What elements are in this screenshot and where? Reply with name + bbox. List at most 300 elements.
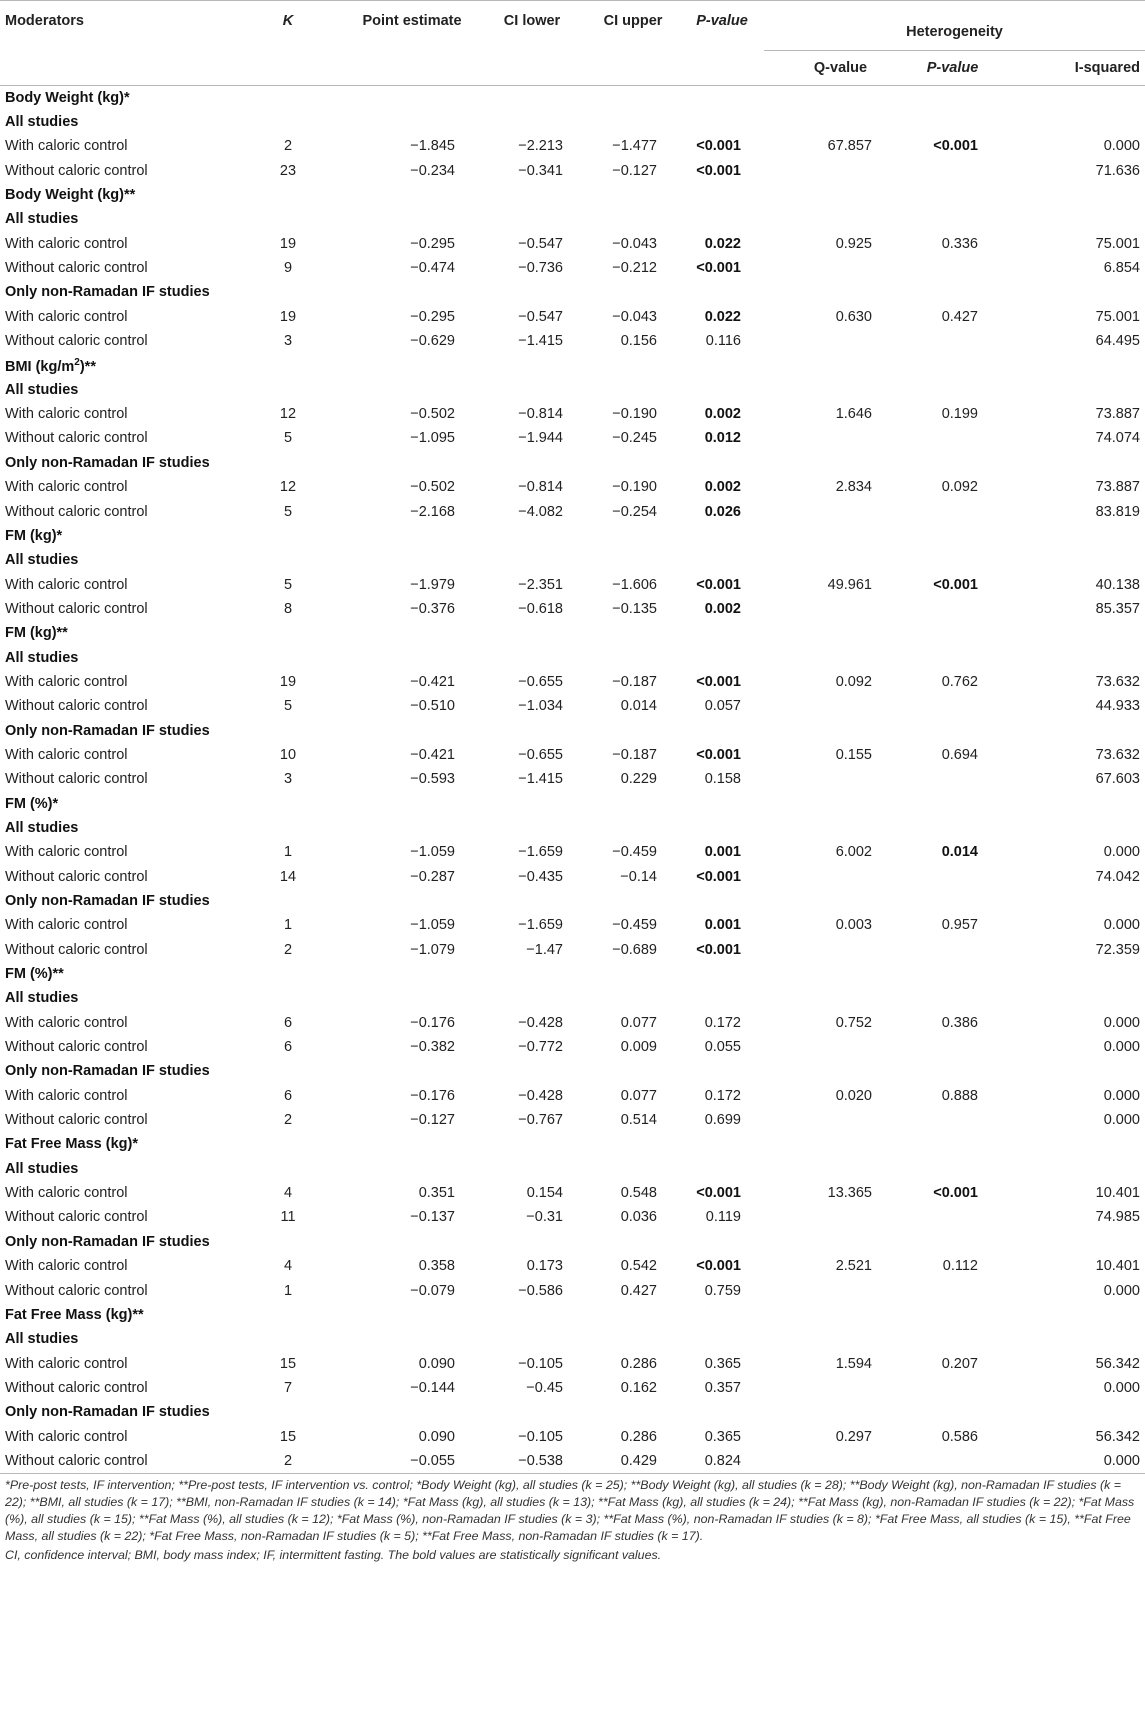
abbreviations-note: CI, confidence interval; BMI, body mass index; IF, intermittent fasting. The bold values are statistically significant values.	[5, 1548, 662, 1562]
row-label: With caloric control	[5, 406, 128, 423]
data-row	[0, 1108, 1145, 1132]
ci-lower-cell: −2.213	[518, 138, 563, 155]
header-row	[0, 1, 1145, 51]
i-squared-cell: 74.074	[1095, 430, 1140, 447]
subgroup-row	[0, 1059, 1145, 1083]
point-estimate-cell: −0.287	[410, 868, 455, 885]
ci-lower-cell: −0.586	[518, 1282, 563, 1299]
row-label: Without caloric control	[5, 941, 148, 958]
header-i-squared: I-squared	[1074, 60, 1140, 76]
ci-upper-cell: −1.606	[612, 576, 657, 593]
point-estimate-cell: −0.127	[410, 1112, 455, 1129]
data-row	[0, 767, 1145, 791]
i-squared-cell: 10.401	[1095, 1258, 1140, 1275]
ci-lower-cell: −0.814	[518, 479, 563, 496]
row-label: With caloric control	[5, 1258, 128, 1275]
ci-lower-cell: −0.618	[518, 600, 563, 617]
het-p-value-cell	[899, 1449, 1006, 1473]
ci-lower-cell: −1.659	[518, 844, 563, 861]
data-row	[0, 475, 1145, 499]
het-p-value-cell: 0.694	[941, 746, 978, 763]
row-label: With caloric control	[5, 1185, 128, 1202]
row-label: Without caloric control	[5, 868, 148, 885]
point-estimate-cell: −0.055	[410, 1452, 455, 1469]
p-value-cell: <0.001	[696, 260, 741, 277]
row-label: With caloric control	[5, 1087, 128, 1104]
het-p-value-cell: 0.092	[941, 479, 978, 496]
i-squared-cell: 0.000	[1103, 917, 1140, 934]
ci-upper-cell: 0.286	[620, 1428, 657, 1445]
ci-lower-cell: −0.547	[518, 235, 563, 252]
ci-lower-cell: −0.547	[518, 308, 563, 325]
het-p-value-cell	[899, 159, 1006, 183]
subgroup-label	[0, 1230, 1145, 1254]
q-value-cell	[764, 1376, 899, 1400]
p-value-cell: 0.357	[704, 1379, 741, 1396]
q-value-cell: 0.752	[835, 1014, 872, 1031]
ci-lower-cell: −0.772	[518, 1039, 563, 1056]
row-label: Without caloric control	[5, 260, 148, 277]
subgroup-row	[0, 548, 1145, 572]
subgroup-label	[0, 110, 1145, 134]
point-estimate-cell: −0.295	[410, 235, 455, 252]
p-value-cell: 0.012	[704, 430, 741, 447]
moderator-label	[0, 1303, 1145, 1327]
point-estimate-cell: 0.358	[418, 1258, 455, 1275]
row-label: With caloric control	[5, 479, 128, 496]
i-squared-cell: 0.000	[1103, 1282, 1140, 1299]
point-estimate-cell: −0.234	[410, 162, 455, 179]
i-squared-cell: 83.819	[1095, 503, 1140, 520]
label-text: Only non-Ramadan IF studies	[5, 722, 210, 739]
ci-lower-cell: −0.428	[518, 1087, 563, 1104]
p-value-cell: 0.002	[704, 600, 741, 617]
moderator-label	[0, 962, 1145, 986]
subgroup-row	[0, 816, 1145, 840]
i-squared-cell: 0.000	[1103, 1039, 1140, 1056]
data-row	[0, 1376, 1145, 1400]
i-squared-cell: 56.342	[1095, 1428, 1140, 1445]
subgroup-label	[0, 645, 1145, 669]
q-value-cell: 0.092	[835, 673, 872, 690]
data-row	[0, 1424, 1145, 1448]
data-row	[0, 402, 1145, 426]
ci-lower-cell: −1.415	[518, 771, 563, 788]
label-text: All studies	[5, 649, 79, 666]
label-text: Only non-Ramadan IF studies	[5, 1063, 210, 1080]
q-value-cell	[764, 938, 899, 962]
row-label: Without caloric control	[5, 1112, 148, 1129]
label-text: All studies	[5, 114, 79, 131]
het-p-value-cell: 0.199	[941, 406, 978, 423]
het-p-value-cell: 0.386	[941, 1014, 978, 1031]
k-cell: 3	[283, 333, 293, 350]
row-label: Without caloric control	[5, 1282, 148, 1299]
point-estimate-cell: −0.421	[410, 673, 455, 690]
row-label: Without caloric control	[5, 333, 148, 350]
data-row	[0, 694, 1145, 718]
i-squared-cell: 73.632	[1095, 673, 1140, 690]
q-value-cell: 0.003	[835, 917, 872, 934]
row-label: With caloric control	[5, 308, 128, 325]
i-squared-cell: 0.000	[1103, 138, 1140, 155]
label-text: All studies	[5, 990, 79, 1007]
moderator-label	[0, 183, 1145, 207]
table-body	[0, 86, 1145, 1474]
i-squared-cell: 0.000	[1103, 844, 1140, 861]
p-value-cell: <0.001	[696, 868, 741, 885]
het-p-value-cell: <0.001	[933, 1185, 978, 1202]
q-value-cell: 2.521	[835, 1258, 872, 1275]
ci-lower-cell: −4.082	[518, 503, 563, 520]
ci-upper-cell: −0.190	[612, 406, 657, 423]
point-estimate-cell: −1.095	[410, 430, 455, 447]
data-row	[0, 938, 1145, 962]
label-text: BMI (kg/m	[5, 358, 75, 375]
p-value-cell: 0.022	[704, 235, 741, 252]
data-row	[0, 1084, 1145, 1108]
point-estimate-cell: −0.593	[410, 771, 455, 788]
label-text: Only non-Ramadan IF studies	[5, 893, 210, 910]
p-value-cell: 0.116	[705, 333, 741, 350]
row-label: With caloric control	[5, 1428, 128, 1445]
point-estimate-cell: −0.502	[410, 479, 455, 496]
ci-upper-cell: −0.459	[612, 844, 657, 861]
q-value-cell	[764, 426, 899, 450]
subgroup-label	[0, 207, 1145, 231]
ci-lower-cell: −2.351	[518, 576, 563, 593]
ci-lower-cell: −0.767	[518, 1112, 563, 1129]
data-row	[0, 1011, 1145, 1035]
het-p-value-cell	[899, 329, 1006, 353]
moderator-row	[0, 1303, 1145, 1327]
k-cell: 5	[283, 576, 293, 593]
point-estimate-cell: −0.176	[410, 1014, 455, 1031]
subgroup-row	[0, 1230, 1145, 1254]
ci-lower-cell: 0.154	[526, 1185, 563, 1202]
subgroup-label	[0, 1059, 1145, 1083]
k-cell: 5	[283, 430, 293, 447]
header-ci-lower: CI lower	[503, 13, 561, 29]
het-p-value-cell	[899, 256, 1006, 280]
q-value-cell	[764, 1108, 899, 1132]
ci-upper-cell: −0.127	[612, 162, 657, 179]
data-row	[0, 1035, 1145, 1059]
data-row	[0, 329, 1145, 353]
i-squared-cell: 6.854	[1103, 260, 1140, 277]
label-text: Only non-Ramadan IF studies	[5, 454, 210, 471]
k-cell: 2	[283, 138, 293, 155]
point-estimate-cell: −1.845	[410, 138, 455, 155]
p-value-cell: 0.158	[704, 771, 741, 788]
footnote: *Pre-post tests, IF intervention; **Pre-post tests, IF intervention vs. control; *Body Weight (kg), all studies (k = 25); **Body Weight (kg), all studies (k = 28); **Body Weight (kg), non-Ramadan IF studies (k = 22); **BMI, all studies (k = 17); **BMI, non-Ramadan IF studies (k = 14); *Fat Mass (kg), all studies (k = 13); **Fat Mass (kg), all studies (k = 24); **Fat Mass (kg), non-Ramadan IF studies (k = 22); *Fat Mass (%), all studies (k = 15); **Fat Mass (%), all studies (k = 12); *Fat Mass (%), non-Ramadan IF studies (k = 3); **Fat Mass (%), non-Ramadan IF studies (k = 8); *Fat Free Mass, all studies (k = 15), **Fat Free Mass, all studies (k = 22); *Fat Free Mass, non-Ramadan IF studies (k = 5); **Fat Free Mass, non-Ramadan IF studies (k = 17).	[5, 1478, 1135, 1543]
i-squared-cell: 73.887	[1095, 406, 1140, 423]
point-estimate-cell: −0.137	[410, 1209, 455, 1226]
subgroup-label	[0, 451, 1145, 475]
het-p-value-cell: 0.014	[941, 844, 978, 861]
data-row	[0, 1205, 1145, 1229]
point-estimate-cell: −0.079	[410, 1282, 455, 1299]
p-value-cell: <0.001	[696, 138, 741, 155]
i-squared-cell: 56.342	[1095, 1355, 1140, 1372]
q-value-cell: 1.646	[835, 406, 872, 423]
header-ci-upper: CI upper	[603, 13, 663, 29]
ci-upper-cell: −0.135	[612, 600, 657, 617]
label-text: Body Weight (kg)**	[5, 187, 136, 204]
k-cell: 2	[283, 941, 293, 958]
ci-upper-cell: −0.043	[612, 308, 657, 325]
data-row	[0, 743, 1145, 767]
i-squared-cell: 72.359	[1095, 941, 1140, 958]
point-estimate-cell: −1.979	[410, 576, 455, 593]
p-value-cell: <0.001	[696, 1185, 741, 1202]
table-notes	[5, 1477, 1143, 1564]
row-label: With caloric control	[5, 1014, 128, 1031]
moderator-row	[0, 962, 1145, 986]
row-label: With caloric control	[5, 746, 128, 763]
point-estimate-cell: −0.144	[410, 1379, 455, 1396]
het-p-value-cell	[899, 499, 1006, 523]
row-label: With caloric control	[5, 673, 128, 690]
label-text: All studies	[5, 819, 79, 836]
subgroup-label	[0, 718, 1145, 742]
ci-upper-cell: −0.245	[612, 430, 657, 447]
het-p-value-cell	[899, 938, 1006, 962]
row-label: Without caloric control	[5, 162, 148, 179]
ci-upper-cell: 0.429	[620, 1452, 657, 1469]
moderator-label	[0, 1132, 1145, 1156]
p-value-cell: <0.001	[696, 746, 741, 763]
ci-upper-cell: 0.077	[620, 1087, 657, 1104]
ci-upper-cell: −0.190	[612, 479, 657, 496]
het-p-value-cell: 0.888	[941, 1087, 978, 1104]
k-cell: 5	[283, 698, 293, 715]
ci-lower-cell: −1.47	[526, 941, 563, 958]
i-squared-cell: 75.001	[1095, 308, 1140, 325]
k-cell: 1	[283, 917, 293, 934]
q-value-cell: 0.630	[835, 308, 872, 325]
p-value-cell: <0.001	[696, 1258, 741, 1275]
ci-upper-cell: −0.254	[612, 503, 657, 520]
subgroup-row	[0, 1157, 1145, 1181]
k-cell: 19	[279, 673, 297, 690]
k-cell: 12	[279, 479, 297, 496]
ci-upper-cell: 0.077	[620, 1014, 657, 1031]
ci-upper-cell: 0.162	[620, 1379, 657, 1396]
label-text: All studies	[5, 552, 79, 569]
label-suffix: )**	[79, 358, 96, 375]
het-p-value-cell: 0.586	[941, 1428, 978, 1445]
het-p-value-cell: 0.957	[941, 917, 978, 934]
i-squared-cell: 73.887	[1095, 479, 1140, 496]
row-label: With caloric control	[5, 844, 128, 861]
data-row	[0, 1449, 1145, 1473]
row-label: Without caloric control	[5, 771, 148, 788]
q-value-cell: 1.594	[835, 1355, 872, 1372]
subgroup-row	[0, 451, 1145, 475]
q-value-cell	[764, 499, 899, 523]
p-value-cell: 0.119	[705, 1209, 741, 1226]
row-label: With caloric control	[5, 576, 128, 593]
moderator-row	[0, 86, 1145, 110]
label-text: FM (kg)**	[5, 625, 68, 642]
q-value-cell: 0.020	[835, 1087, 872, 1104]
i-squared-cell: 10.401	[1095, 1185, 1140, 1202]
k-cell: 5	[283, 503, 293, 520]
het-p-value-cell	[899, 694, 1006, 718]
ci-lower-cell: −0.655	[518, 746, 563, 763]
header-p-value: P-value	[696, 13, 748, 29]
subgroup-row	[0, 280, 1145, 304]
ci-upper-cell: 0.542	[620, 1258, 657, 1275]
ci-lower-cell: −0.31	[526, 1209, 563, 1226]
ci-upper-cell: 0.009	[620, 1039, 657, 1056]
i-squared-cell: 74.985	[1095, 1209, 1140, 1226]
ci-upper-cell: −0.14	[620, 868, 657, 885]
k-cell: 11	[280, 1209, 296, 1226]
data-row	[0, 426, 1145, 450]
header-heterogeneity: Heterogeneity	[764, 1, 1145, 51]
ci-lower-cell: −0.736	[518, 260, 563, 277]
ci-upper-cell: −0.187	[612, 673, 657, 690]
het-p-value-cell	[899, 597, 1006, 621]
point-estimate-cell: −0.502	[410, 406, 455, 423]
subgroup-label	[0, 986, 1145, 1010]
k-cell: 19	[279, 235, 297, 252]
data-row	[0, 840, 1145, 864]
het-p-value-cell	[899, 1205, 1006, 1229]
k-cell: 15	[279, 1355, 297, 1372]
q-value-cell: 2.834	[835, 479, 872, 496]
subgroup-row	[0, 1327, 1145, 1351]
row-label: Without caloric control	[5, 698, 148, 715]
subgroup-row	[0, 889, 1145, 913]
ci-lower-cell: −0.105	[518, 1428, 563, 1445]
ci-lower-cell: −1.659	[518, 917, 563, 934]
data-row	[0, 1181, 1145, 1205]
ci-lower-cell: −0.435	[518, 868, 563, 885]
p-value-cell: 0.055	[704, 1039, 741, 1056]
i-squared-cell: 0.000	[1103, 1379, 1140, 1396]
subgroup-label	[0, 1400, 1145, 1424]
point-estimate-cell: 0.090	[418, 1428, 455, 1445]
k-cell: 2	[283, 1112, 293, 1129]
point-estimate-cell: −0.382	[410, 1039, 455, 1056]
k-cell: 14	[279, 868, 297, 885]
data-row	[0, 670, 1145, 694]
k-cell: 15	[279, 1428, 297, 1445]
moderator-label	[0, 86, 1145, 110]
q-value-cell	[764, 694, 899, 718]
ci-lower-cell: −1.944	[518, 430, 563, 447]
i-squared-cell: 75.001	[1095, 235, 1140, 252]
het-p-value-cell: <0.001	[933, 576, 978, 593]
data-row	[0, 597, 1145, 621]
ci-upper-cell: −0.459	[612, 917, 657, 934]
het-p-value-cell	[899, 1278, 1006, 1302]
label-text: Fat Free Mass (kg)**	[5, 1306, 144, 1323]
i-squared-cell: 0.000	[1103, 1452, 1140, 1469]
ci-upper-cell: −0.212	[612, 260, 657, 277]
i-squared-cell: 71.636	[1095, 162, 1140, 179]
p-value-cell: <0.001	[696, 673, 741, 690]
row-label: Without caloric control	[5, 1039, 148, 1056]
data-row	[0, 1254, 1145, 1278]
ci-lower-cell: −0.655	[518, 673, 563, 690]
moderator-row	[0, 791, 1145, 815]
data-row	[0, 865, 1145, 889]
row-label: Without caloric control	[5, 503, 148, 520]
q-value-cell	[764, 767, 899, 791]
ci-upper-cell: 0.548	[620, 1185, 657, 1202]
moderator-label	[0, 524, 1145, 548]
i-squared-cell: 0.000	[1103, 1112, 1140, 1129]
moderator-row	[0, 621, 1145, 645]
header-k: K	[282, 13, 294, 29]
p-value-cell: 0.001	[704, 917, 741, 934]
k-cell: 4	[283, 1185, 293, 1202]
p-value-cell: 0.824	[704, 1452, 741, 1469]
p-value-cell: 0.365	[704, 1428, 741, 1445]
k-cell: 6	[283, 1039, 293, 1056]
k-cell: 6	[283, 1014, 293, 1031]
het-p-value-cell: 0.762	[941, 673, 978, 690]
ci-lower-cell: −0.814	[518, 406, 563, 423]
moderator-row	[0, 183, 1145, 207]
q-value-cell: 6.002	[835, 844, 872, 861]
k-cell: 2	[283, 1452, 293, 1469]
point-estimate-cell: 0.351	[418, 1185, 455, 1202]
k-cell: 6	[283, 1087, 293, 1104]
het-p-value-cell: 0.336	[941, 235, 978, 252]
k-cell: 1	[283, 1282, 293, 1299]
het-p-value-cell	[899, 1035, 1006, 1059]
ci-upper-cell: 0.514	[620, 1112, 657, 1129]
q-value-cell	[764, 1449, 899, 1473]
point-estimate-cell: −0.295	[410, 308, 455, 325]
q-value-cell	[764, 1278, 899, 1302]
het-p-value-cell: 0.112	[942, 1258, 978, 1275]
subgroup-label	[0, 816, 1145, 840]
p-value-cell: 0.026	[704, 503, 741, 520]
data-row	[0, 572, 1145, 596]
moderator-row	[0, 524, 1145, 548]
header-point-estimate: Point estimate	[362, 13, 462, 29]
ci-upper-cell: 0.036	[620, 1209, 657, 1226]
subgroup-label	[0, 378, 1145, 402]
label-text: Only non-Ramadan IF studies	[5, 1404, 210, 1421]
ci-upper-cell: 0.286	[620, 1355, 657, 1372]
moderator-label	[0, 353, 1145, 377]
ci-upper-cell: −0.689	[612, 941, 657, 958]
subgroup-row	[0, 718, 1145, 742]
ci-lower-cell: 0.173	[526, 1258, 563, 1275]
data-row	[0, 305, 1145, 329]
q-value-cell	[764, 597, 899, 621]
header-moderators: Moderators	[5, 13, 84, 29]
p-value-cell: 0.759	[704, 1282, 741, 1299]
ci-lower-cell: −0.538	[518, 1452, 563, 1469]
q-value-cell	[764, 159, 899, 183]
k-cell: 7	[283, 1379, 293, 1396]
p-value-cell: 0.001	[704, 844, 741, 861]
p-value-cell: <0.001	[696, 941, 741, 958]
ci-lower-cell: −1.034	[518, 698, 563, 715]
subgroup-label	[0, 280, 1145, 304]
data-row	[0, 134, 1145, 158]
q-value-cell: 13.365	[827, 1185, 872, 1202]
i-squared-cell: 73.632	[1095, 746, 1140, 763]
